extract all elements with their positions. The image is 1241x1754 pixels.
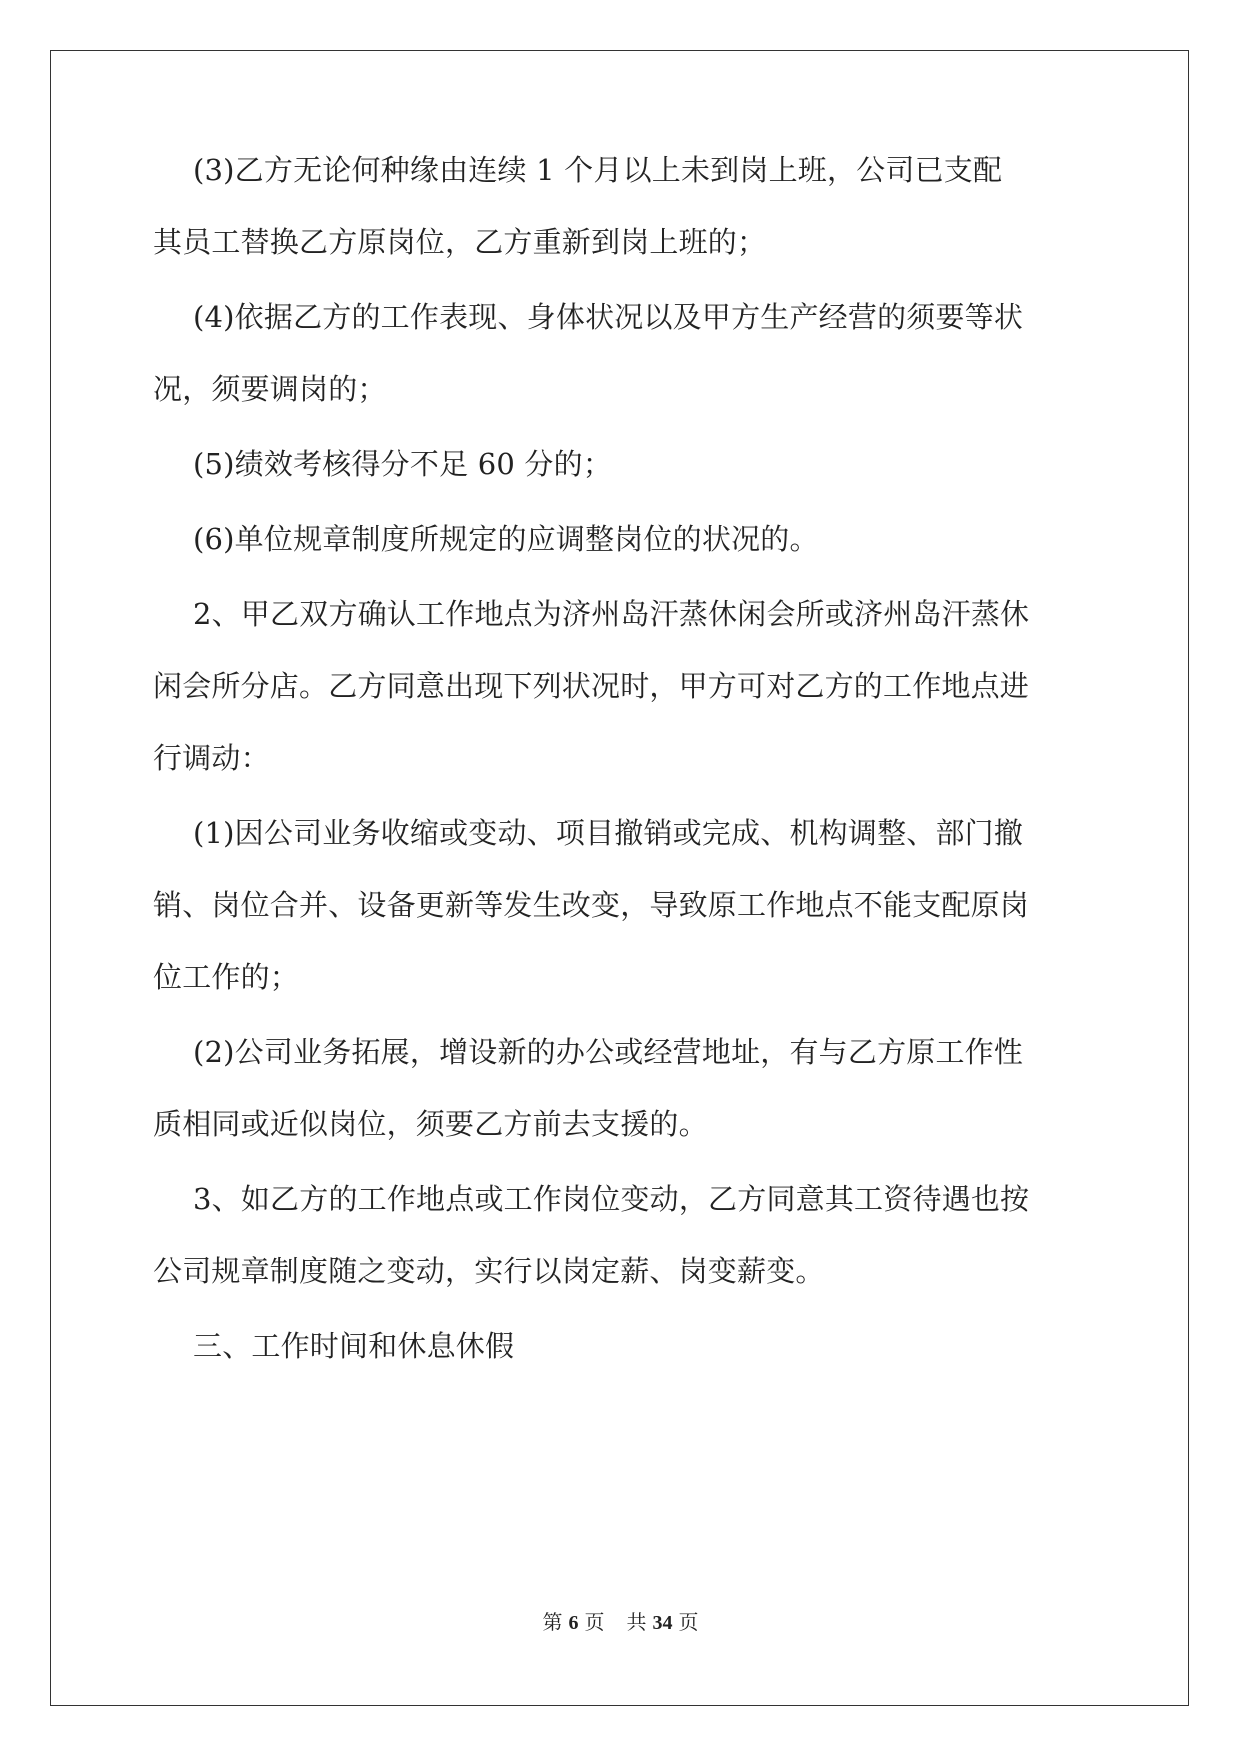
text-line: (5)绩效考核得分不足 60 分的； bbox=[193, 447, 613, 481]
text-line: (2)公司业务拓展，增设新的办公或经营地址，有与乙方原工作性 bbox=[193, 1035, 1024, 1069]
section-heading: 三、工作时间和休息休假 bbox=[193, 1329, 515, 1363]
text-line: 3、如乙方的工作地点或工作岗位变动，乙方同意其工资待遇也按 bbox=[193, 1182, 1030, 1216]
page-prefix: 第 bbox=[542, 1612, 563, 1634]
text-line: (3)乙方无论何种缘由连续 1 个月以上未到岗上班，公司已支配 bbox=[193, 153, 1003, 187]
current-page-number: 6 bbox=[568, 1612, 579, 1634]
page-number-footer bbox=[0, 1606, 1241, 1635]
text-line: 销、岗位合并、设备更新等发生改变，导致原工作地点不能支配原岗 bbox=[153, 888, 1030, 922]
total-prefix: 共 bbox=[626, 1612, 647, 1634]
page-unit: 页 bbox=[584, 1612, 605, 1634]
total-page-count: 34 bbox=[652, 1612, 673, 1634]
text-line: 2、甲乙双方确认工作地点为济州岛汗蒸休闲会所或济州岛汗蒸休 bbox=[193, 597, 1030, 631]
text-line: (6)单位规章制度所规定的应调整岗位的状况的。 bbox=[193, 522, 819, 556]
text-line: 位工作的； bbox=[153, 960, 300, 994]
text-line: 行调动： bbox=[153, 741, 270, 775]
text-line: (4)依据乙方的工作表现、身体状况以及甲方生产经营的须要等状 bbox=[193, 300, 1024, 334]
text-line: 质相同或近似岗位，须要乙方前去支援的。 bbox=[153, 1107, 708, 1141]
text-line: 闲会所分店。乙方同意出现下列状况时，甲方可对乙方的工作地点进 bbox=[153, 669, 1030, 703]
text-line: (1)因公司业务收缩或变动、项目撤销或完成、机构调整、部门撤 bbox=[193, 816, 1024, 850]
text-line: 况，须要调岗的； bbox=[153, 372, 387, 406]
text-line: 其员工替换乙方原岗位，乙方重新到岗上班的； bbox=[153, 225, 767, 259]
total-unit: 页 bbox=[678, 1612, 699, 1634]
text-line: 公司规章制度随之变动，实行以岗定薪、岗变薪变。 bbox=[153, 1254, 825, 1288]
